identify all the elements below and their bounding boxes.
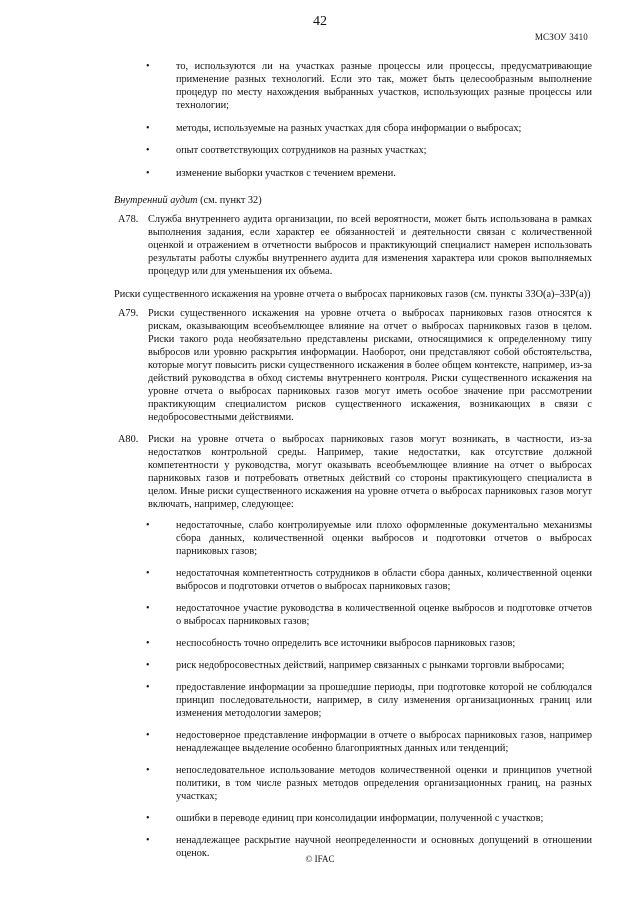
paragraph-a79 xyxy=(114,307,592,424)
paragraph-text: Риски существенного искажения на уровне отчета о выбросах парниковых газов относятся к рискам, оказывающим всеобъемлющее влияние на отчет о выбросах парниковых газов в целом. Риски такого рода необязательно представлены рисками, относящимися к определенному типу выбросов или уровню раскрытия информации. Наоборот, они представляют собой обстоятельства, которые могут повысить риски существенного искажения в более общем контексте, например, из-за действий руководства в обход системы внутреннего контроля. Риски существенного искажения на уровне отчета о выбросах парниковых газов могут иметь особое значение при рассмотрении практикующим специалистом рисков существенного искажения, возникающих в связи с недобросовестными действиями. xyxy=(148,307,592,423)
list-item: • неспособность точно определить все источники выбросов парниковых газов; xyxy=(146,637,516,649)
paragraph-a80 xyxy=(114,433,592,511)
bullet-icon: • xyxy=(146,519,150,531)
list-item: • ненадлежащее раскрытие научной неопределенности и основных допущений в отношении оценок. xyxy=(146,834,592,859)
bullet-icon: • xyxy=(146,812,150,824)
list-item: • предоставление информации за прошедшие периоды, при подготовке которой не соблюдался принцип последовательности, например, в силу изменения организационных границ или изменения методологии замеров; xyxy=(146,681,592,719)
bullet-icon: • xyxy=(146,567,150,579)
page-number: 42 xyxy=(313,14,327,29)
paragraph-a78 xyxy=(114,213,592,278)
list-item: • недостоверное представление информации в отчете о выбросах парниковых газов, например ненадлежащее выделение особенно благоприятных данных или тенденций; xyxy=(146,729,592,754)
bullet-icon: • xyxy=(146,637,150,649)
list-item: • риск недобросовестных действий, например связанных с рынками торговли выбросами; xyxy=(146,659,565,671)
list-item: • ошибки в переводе единиц при консолидации информации, полученной с участков; xyxy=(146,812,544,824)
bullet-icon: • xyxy=(146,145,150,156)
paragraph-number: A79. xyxy=(118,307,139,319)
list-item: • изменение выборки участков с течением времени. xyxy=(146,167,396,179)
a80-bullet-list xyxy=(146,519,592,860)
bullet-icon: • xyxy=(146,122,150,134)
bullet-icon: • xyxy=(146,659,150,671)
bullet-icon: • xyxy=(146,61,150,72)
paragraph-text: Риски на уровне отчета о выбросах парниковых газов могут возникать, в частности, из-за недостатков контрольной среды. Например, такие недостатки, как отсутствие должной компетентности у руководства, могут оказывать всеобъемлющее влияние на отчет о выбросах парниковых газов и потребовать ответных действий со стороны практикующего специалиста в целом. Иные риски существенного искажения на уровне отчета о выбросах парниковых газов могут включать, например, следующее: xyxy=(148,433,592,510)
paragraph-number: A78. xyxy=(118,213,139,225)
bullet-icon: • xyxy=(146,602,150,614)
list-item: • недостаточное участие руководства в количественной оценке выбросов и подготовке отчетов о выбросах парниковых газов; xyxy=(146,602,592,627)
internal-audit-heading: Внутренний аудит (см. пункт 32) xyxy=(114,194,262,206)
bullet-icon: • xyxy=(146,764,150,776)
bullet-icon: • xyxy=(146,834,150,846)
document-code: МСЗОУ 3410 xyxy=(534,32,588,42)
risks-heading: Риски существенного искажения на уровне отчета о выбросах парниковых газов (см. пункты 33О(а)–33Р(а)) xyxy=(114,288,591,300)
paragraph-number: A80. xyxy=(118,433,139,445)
bullet-icon: • xyxy=(146,681,150,693)
list-item: • непоследовательное использование методов количественной оценки и принципов учетной политики, в том числе разных методов определения организационных границ, на разных участках; xyxy=(146,764,592,802)
paragraph-text: Служба внутреннего аудита организации, по всей вероятности, может быть использована в рамках выполнения задания, если характер ее обязанностей и деятельности связан с количественной оценкой и отражением в отчетности выбросов и практикующий специалист намерен использовать результаты работы службы внутреннего аудита для изменения характера или сроков выполняемых процедур или для уменьшения их объема. xyxy=(148,213,592,277)
list-item: • недостаточные, слабо контролируемые или плохо оформленные документально механизмы сбора данных, количественной оценки выбросов и подготовки отчетов о выбросах парниковых газов; xyxy=(146,519,592,557)
list-item: • методы, используемые на разных участках для сбора информации о выбросах; xyxy=(146,122,522,134)
list-item: • опыт соответствующих сотрудников на разных участках; xyxy=(146,145,427,156)
list-item: • недостаточная компетентность сотрудников в области сбора данных, количественной оценки выбросов и подготовки отчетов о выбросах парниковых газов; xyxy=(146,567,592,592)
page-body xyxy=(114,60,592,869)
bullet-icon: • xyxy=(146,167,150,179)
bullet-icon: • xyxy=(146,729,150,741)
top-bullet-list xyxy=(146,60,592,180)
footer-copyright: © IFAC xyxy=(305,854,335,864)
list-item: • то, используются ли на участках разные процессы или процессы, предусматривающие применение разных технологий. Если это так, может быть целесообразным выполнение процедур по месту нахождения выбранных участков, использующих разные процессы или технологии; xyxy=(146,61,592,111)
